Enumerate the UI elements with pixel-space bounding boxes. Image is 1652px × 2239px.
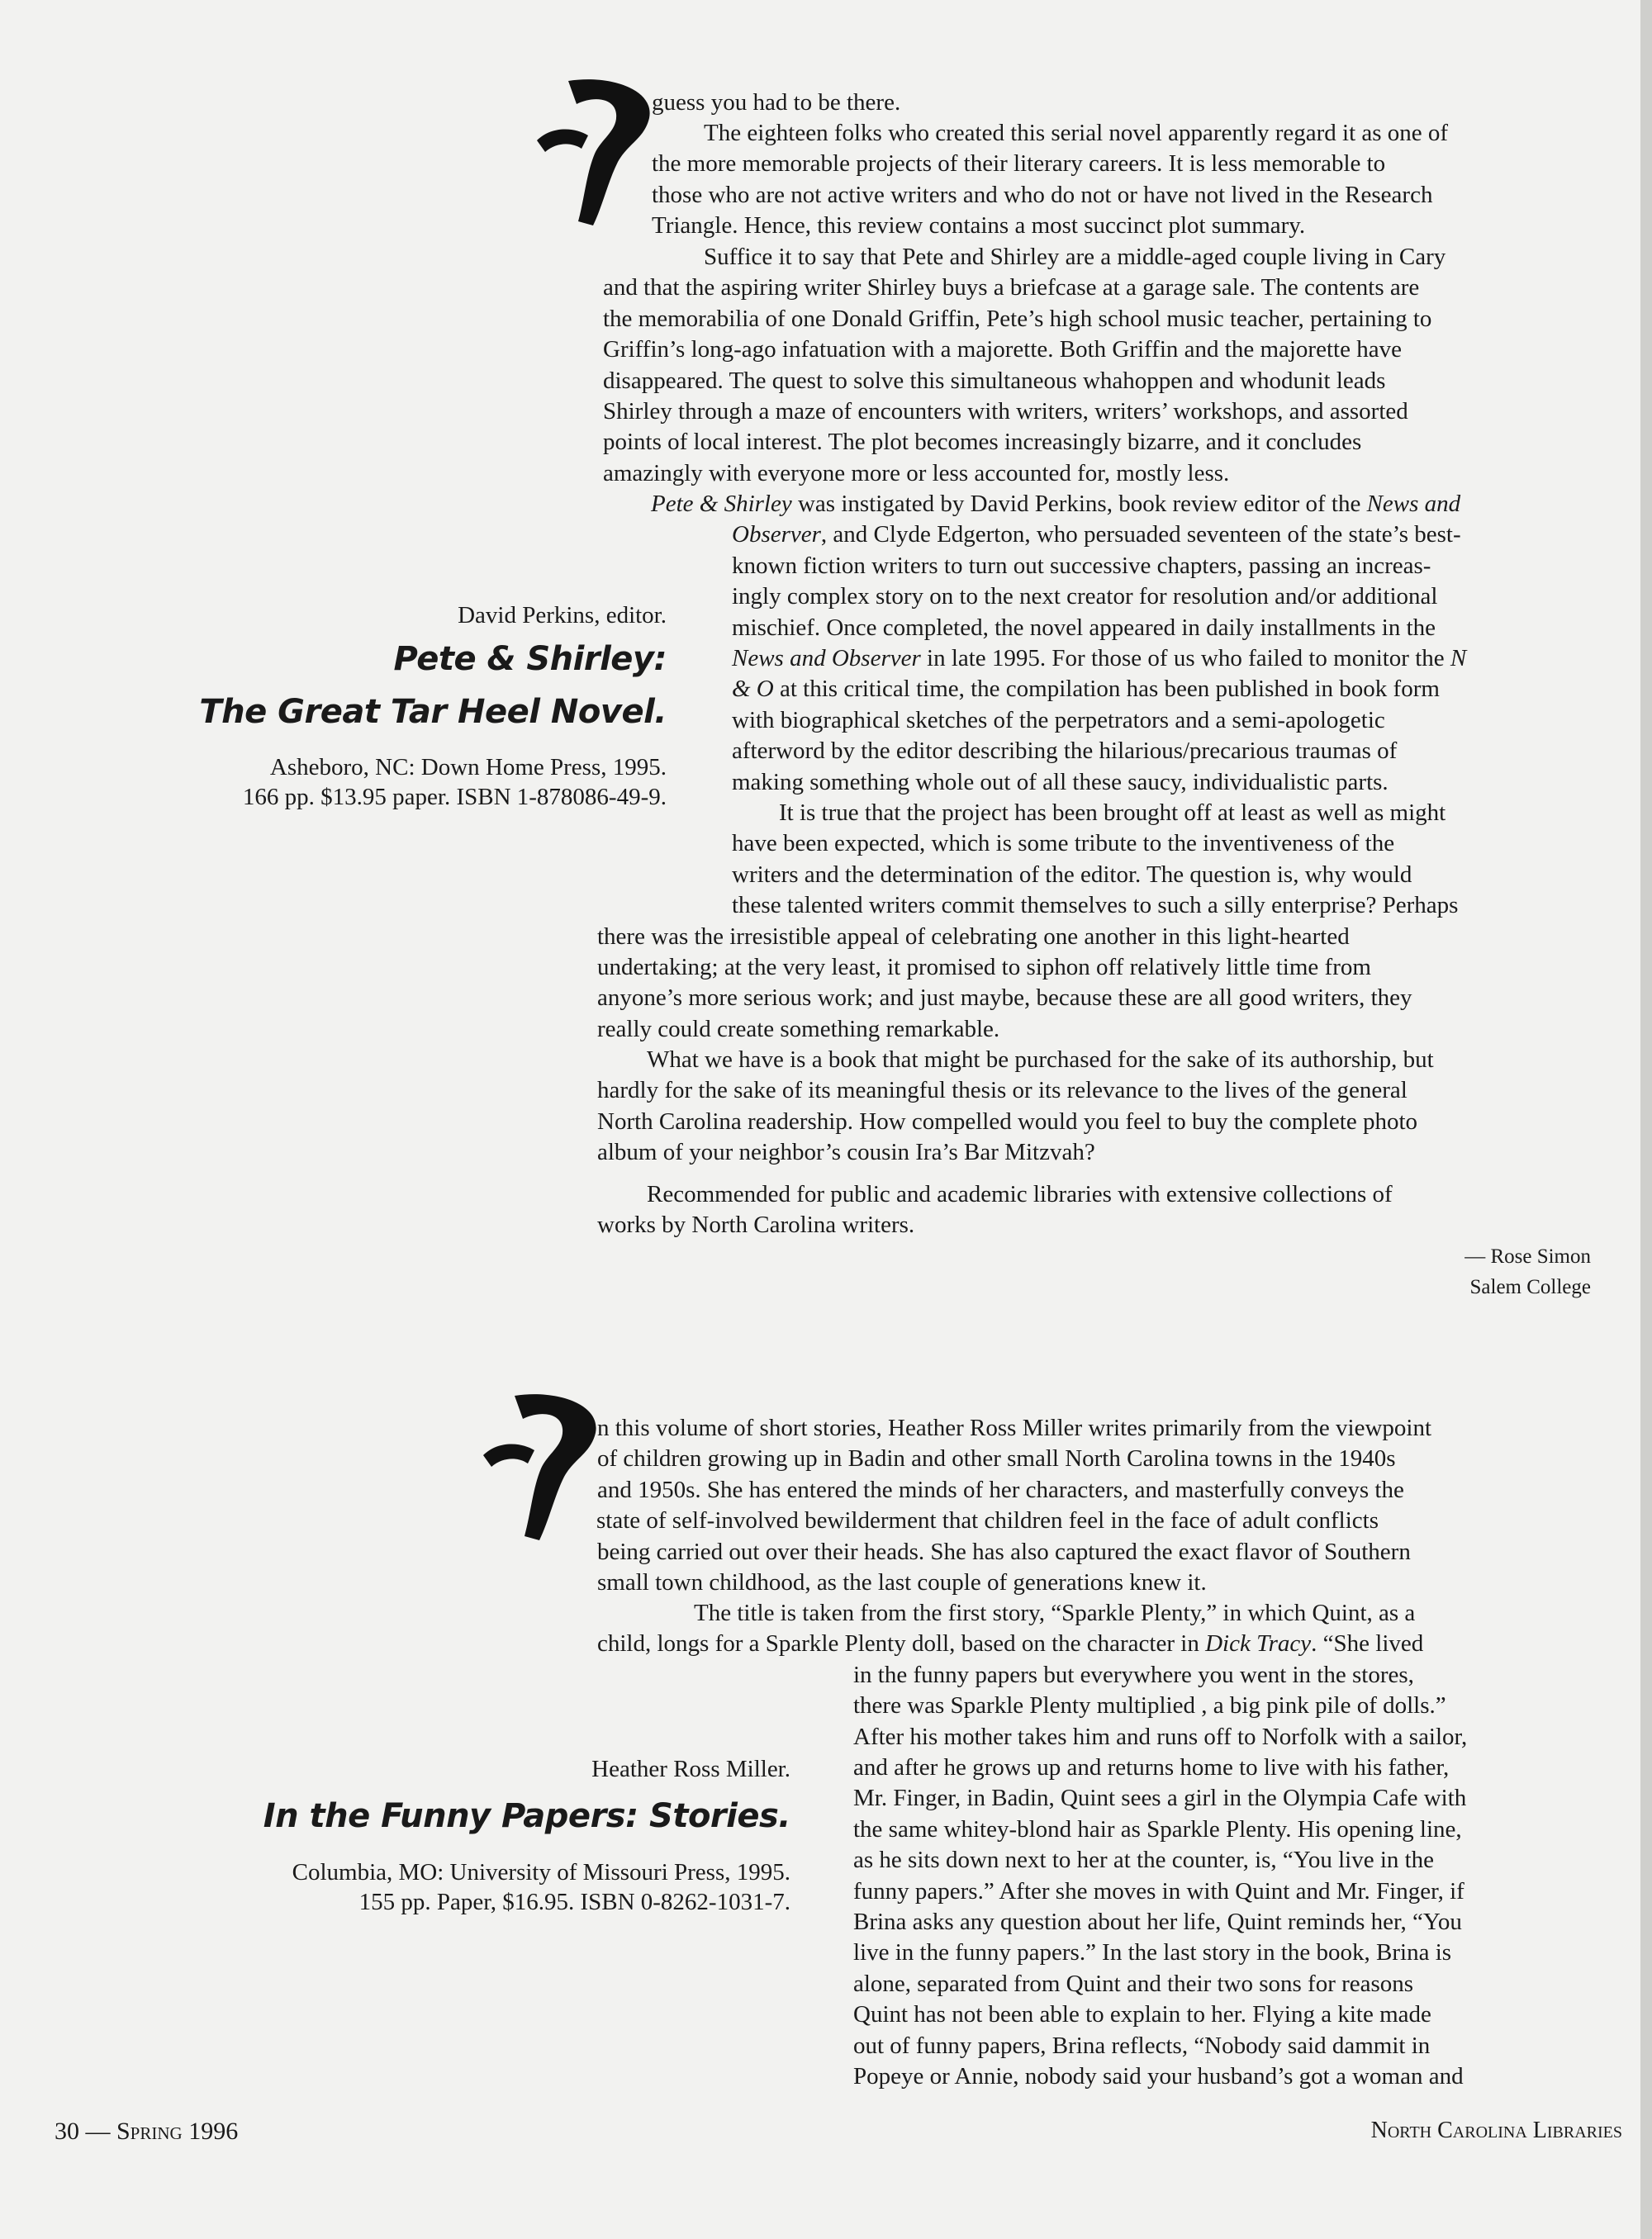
text-line: these talented writers commit themselves to such a silly enterprise? Perhaps [732, 892, 1459, 919]
book-publisher: Columbia, MO: University of Missouri Press, 1995. [292, 1859, 790, 1886]
text-line: n this volume of short stories, Heather Ross Miller writes primarily from the viewpoint [597, 1415, 1432, 1441]
newspaper-title-italic: News and Observer [732, 645, 921, 672]
bib-block-2 [263, 1754, 790, 1917]
text-line: Mr. Finger, in Badin, Quint sees a girl in the Olympia Cafe with [853, 1785, 1467, 1812]
text-line: amazingly with everyone more or less accounted for, mostly less. [603, 459, 1230, 486]
dropcap-glyph [535, 73, 659, 230]
review1-paragraph-2 [652, 118, 1448, 242]
review1-paragraph-7 [597, 1179, 1393, 1241]
text-line: Quint has not been able to explain to her. Flying a kite made [853, 2001, 1431, 2028]
text-line: with biographical sketches of the perpetrators and a semi-apologetic [732, 706, 1385, 733]
page-edge [1640, 0, 1652, 2239]
text-line: child, longs for a Sparkle Plenty doll, based on the character in Dick Tracy. “She lived [597, 1630, 1424, 1658]
newspaper-title-italic: Observer [732, 521, 821, 548]
text-line: the same whitey-blond hair as Sparkle Plenty. His opening line, [853, 1815, 1462, 1843]
review1-paragraph-4 [651, 489, 1467, 798]
text-line: and after he grows up and returns home to live with his father, [853, 1754, 1450, 1781]
footer-journal-name: North Carolina Libraries [1370, 2118, 1622, 2143]
text-line: works by North Carolina writers. [597, 1212, 915, 1239]
text-line: there was the irresistible appeal of celebrating one another in this light-hearted [597, 923, 1350, 950]
text-line: small town childhood, as the last couple of generations knew it. [597, 1569, 1207, 1596]
text-line: ingly complex story on to the next creator for resolution and/or additional [732, 583, 1438, 610]
footer-page-issue: 30 — Spring 1996 [55, 2118, 239, 2145]
text-line: have been expected, which is some tribute to the inventiveness of the [732, 830, 1395, 857]
book-publisher: Asheboro, NC: Down Home Press, 1995. [269, 754, 667, 780]
review1-paragraph-1 [652, 88, 900, 118]
text-line: alone, separated from Quint and their two sons for reasons [853, 1970, 1414, 1997]
reviewer-affiliation: Salem College [1469, 1276, 1591, 1298]
text-line: and that the aspiring writer Shirley buys a briefcase at a garage sale. The contents are [603, 274, 1420, 301]
text-line: points of local interest. The plot becomes increasingly bizarre, and it concludes [603, 429, 1362, 456]
text-line: afterword by the editor describing the hilarious/precarious traumas of [732, 738, 1398, 765]
text-line: Griffin’s long-ago infatuation with a majorette. Both Griffin and the majorette have [603, 336, 1402, 363]
text-line: Recommended for public and academic libraries with extensive collections of [647, 1181, 1393, 1207]
text-line: as he sits down next to her at the counter, is, “You live in the [853, 1847, 1435, 1874]
text-line: anyone’s more serious work; and just maybe, because these are all good writers, they [597, 984, 1412, 1012]
text-line: The eighteen folks who created this serial novel apparently regard it as one of [704, 120, 1449, 146]
review1-paragraph-6 [597, 1045, 1434, 1169]
book-title-italic: Pete & Shirley [651, 491, 792, 517]
text-line: North Carolina readership. How compelled would you feel to buy the complete photo [597, 1108, 1417, 1135]
dropcap-initial [482, 1388, 605, 1544]
book-details: 155 pp. Paper, $16.95. ISBN 0-8262-1031-7. [358, 1889, 790, 1915]
text-line: album of your neighbor’s cousin Ira’s Bar Mitzvah? [597, 1139, 1095, 1166]
book-title-line-2: The Great Tar Heel Novel. [199, 693, 667, 731]
book-title-line-1: Pete & Shirley: [393, 640, 667, 678]
text-line: undertaking; at the very least, it promised to siphon off relatively little time from [597, 954, 1371, 981]
text-line: Triangle. Hence, this review contains a most succinct plot summary. [652, 212, 1306, 240]
text-line: hardly for the sake of its meaningful thesis or its relevance to the lives of the general [597, 1077, 1408, 1104]
text-line: guess you had to be there. [652, 89, 901, 116]
newspaper-abbrev-italic: N [1450, 645, 1467, 672]
book-title: In the Funny Papers: Stories. [263, 1797, 790, 1835]
review2-paragraph-1 [597, 1413, 1431, 1598]
newspaper-abbrev-italic: & O [732, 676, 774, 703]
text-line: & O at this critical time, the compilation has been published in book form [732, 676, 1440, 703]
review1-paragraph-5 [597, 798, 1459, 1045]
text-line: funny papers.” After she moves in with Quint and Mr. Finger, if [853, 1877, 1464, 1905]
text-line: and 1950s. She has entered the minds of her characters, and masterfully conveys the [597, 1476, 1404, 1503]
text-line: disappeared. The quest to solve this simultaneous whahoppen and whodunit leads [603, 367, 1386, 394]
book-author: Heather Ross Miller. [591, 1756, 790, 1782]
text-line: live in the funny papers.” In the last story in the book, Brina is [853, 1939, 1452, 1966]
text-line: really could create something remarkable. [597, 1015, 1000, 1042]
newspaper-title-italic: News and [1366, 491, 1461, 517]
text-line: in the funny papers but everywhere you went in the stores, [853, 1661, 1414, 1688]
text-line: state of self-involved bewilderment that children feel in the face of adult conflicts [596, 1507, 1379, 1535]
reviewer-signature [1464, 1241, 1591, 1302]
footer-publication [1371, 2118, 1622, 2144]
text-line: Shirley through a maze of encounters with writers, writers’ workshops, and assorted [603, 398, 1408, 425]
text-line: Popeye or Annie, nobody said your husband’s got a woman and [853, 2063, 1464, 2090]
footer-folio [55, 2118, 238, 2146]
text-line: of children growing up in Badin and other small North Carolina towns in the 1940s [597, 1445, 1396, 1473]
text-line: Brina asks any question about her life, Quint reminds her, “You [853, 1909, 1462, 1936]
text-line: being carried out over their heads. She has also captured the exact flavor of Southern [597, 1538, 1411, 1565]
bib-block-1 [199, 600, 667, 812]
text-line: out of funny papers, Brina reflects, “Nobody said dammit in [853, 2032, 1431, 2059]
text-line: It is true that the project has been brought off at least as well as might [779, 799, 1446, 826]
review1-paragraph-3 [603, 242, 1446, 489]
text-line: Pete & Shirley was instigated by David Perkins, book review editor of the News and [651, 491, 1461, 517]
text-line: mischief. Once completed, the novel appeared in daily installments in the [732, 614, 1436, 641]
reviewer-name: — Rose Simon [1464, 1245, 1591, 1268]
text-line: known fiction writers to turn out successive chapters, passing an increas- [732, 552, 1431, 579]
text-line: writers and the determination of the editor. The question is, why would [732, 861, 1412, 888]
text-line: making something whole out of all these saucy, individualistic parts. [732, 768, 1389, 795]
book-author: David Perkins, editor. [458, 602, 667, 629]
text-line: The title is taken from the first story, “Sparkle Plenty,” in which Quint, as a [694, 1600, 1416, 1626]
text-line: the more memorable projects of their literary careers. It is less memorable to [652, 150, 1386, 178]
dropcap-initial [535, 73, 659, 230]
text-line: Observer, and Clyde Edgerton, who persuaded seventeen of the state’s best- [732, 521, 1461, 548]
text-line: News and Observer in late 1995. For those of us who failed to monitor the N [732, 645, 1467, 672]
text-line: there was Sparkle Plenty multiplied , a big pink pile of dolls.” [853, 1692, 1446, 1720]
text-line: What we have is a book that might be purchased for the sake of its authorship, but [647, 1046, 1434, 1073]
text-line: the memorabilia of one Donald Griffin, Pete’s high school music teacher, pertaining to [603, 305, 1432, 332]
text-line: those who are not active writers and who do not or have not lived in the Research [652, 181, 1433, 208]
text-line: After his mother takes him and runs off to Norfolk with a sailor, [853, 1723, 1468, 1750]
comic-title-italic: Dick Tracy [1205, 1630, 1312, 1658]
book-details: 166 pp. $13.95 paper. ISBN 1-878086-49-9. [242, 784, 667, 810]
dropcap-glyph [482, 1388, 605, 1544]
text-line: Suffice it to say that Pete and Shirley are a middle-aged couple living in Cary [704, 244, 1446, 270]
